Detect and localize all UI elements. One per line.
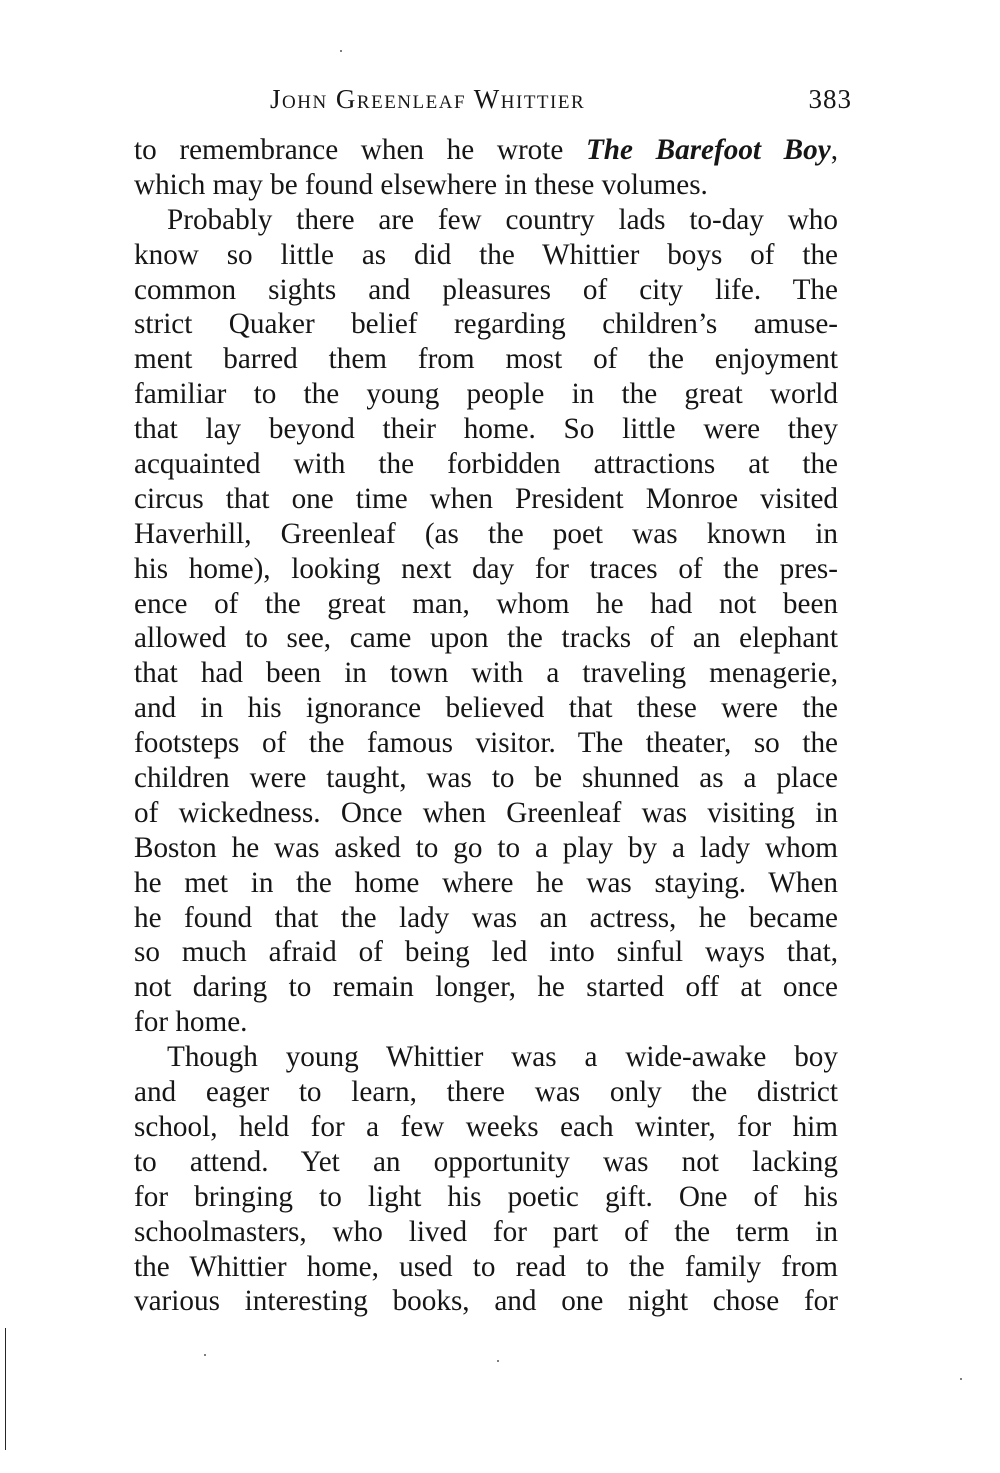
book-title: The Barefoot Boy	[585, 134, 831, 166]
text-line: circus that one time when President Monroe visited	[134, 482, 838, 515]
scan-margin-rule	[5, 1328, 6, 1450]
text-line: not daring to remain longer, he started off at once	[134, 971, 838, 1004]
text-line: that lay beyond their home. So little were they	[134, 413, 838, 446]
text-fragment: ,	[830, 134, 838, 166]
scan-speck	[497, 1360, 499, 1362]
text-line: acquainted with the forbidden attractions at the	[134, 448, 838, 481]
text-line: so much afraid of being led into sinful ways that,	[134, 936, 838, 969]
text-line: and eager to learn, there was only the district	[134, 1076, 838, 1109]
text-line: to attend. Yet an opportunity was not lacking	[134, 1145, 838, 1178]
scan-speck	[204, 1354, 206, 1356]
text-line: familiar to the young people in the great world	[134, 378, 838, 411]
text-line	[134, 133, 838, 168]
text-line: ment barred them from most of the enjoyment	[134, 343, 838, 376]
text-line: know so little as did the Whittier boys of the	[134, 238, 838, 271]
text-line: he met in the home where he was staying. When	[134, 866, 838, 899]
body-text	[134, 133, 838, 1319]
running-title: John Greenleaf Whittier	[270, 84, 586, 114]
text-line: footsteps of the famous visitor. The theater, so the	[134, 727, 838, 760]
text-line: and in his ignorance believed that these were the	[134, 692, 838, 725]
text-line: that had been in town with a traveling menagerie,	[134, 657, 838, 690]
text-line: schoolmasters, who lived for part of the term in	[134, 1215, 838, 1248]
text-line: allowed to see, came upon the tracks of an elephant	[134, 622, 838, 655]
text-line: he found that the lady was an actress, he became	[134, 901, 838, 934]
text-line: which may be found elsewhere in these volumes.	[134, 168, 708, 201]
scan-speck	[340, 50, 342, 52]
scan-speck	[960, 1378, 962, 1380]
page-header	[270, 74, 852, 118]
text-line: school, held for a few weeks each winter, for him	[134, 1110, 838, 1143]
paragraph-start-line: Though young Whittier was a wide-awake boy	[167, 1041, 838, 1074]
text-line: ence of the great man, whom he had not been	[134, 587, 838, 620]
text-line: the Whittier home, used to read to the family from	[134, 1250, 838, 1283]
text-line: Boston he was asked to go to a play by a lady whom	[134, 831, 838, 864]
text-line: children were taught, was to be shunned as a place	[134, 762, 838, 795]
text-line: for bringing to light his poetic gift. One of his	[134, 1180, 838, 1213]
paragraph-end-line: for home.	[134, 1006, 248, 1039]
text-line: of wickedness. Once when Greenleaf was visiting in	[134, 796, 838, 829]
text-line: his home), looking next day for traces of the pres-	[134, 552, 838, 585]
text-line: strict Quaker belief regarding children’s amuse-	[134, 308, 838, 341]
text-line: Haverhill, Greenleaf (as the poet was known in	[134, 517, 838, 550]
text-line: common sights and pleasures of city life. The	[134, 273, 838, 306]
paragraph-start-line: Probably there are few country lads to-day who	[167, 203, 838, 236]
text-fragment: to remembrance when he wrote	[134, 134, 586, 166]
page-number: 383	[808, 84, 852, 114]
text-line: various interesting books, and one night chose for	[134, 1285, 838, 1318]
